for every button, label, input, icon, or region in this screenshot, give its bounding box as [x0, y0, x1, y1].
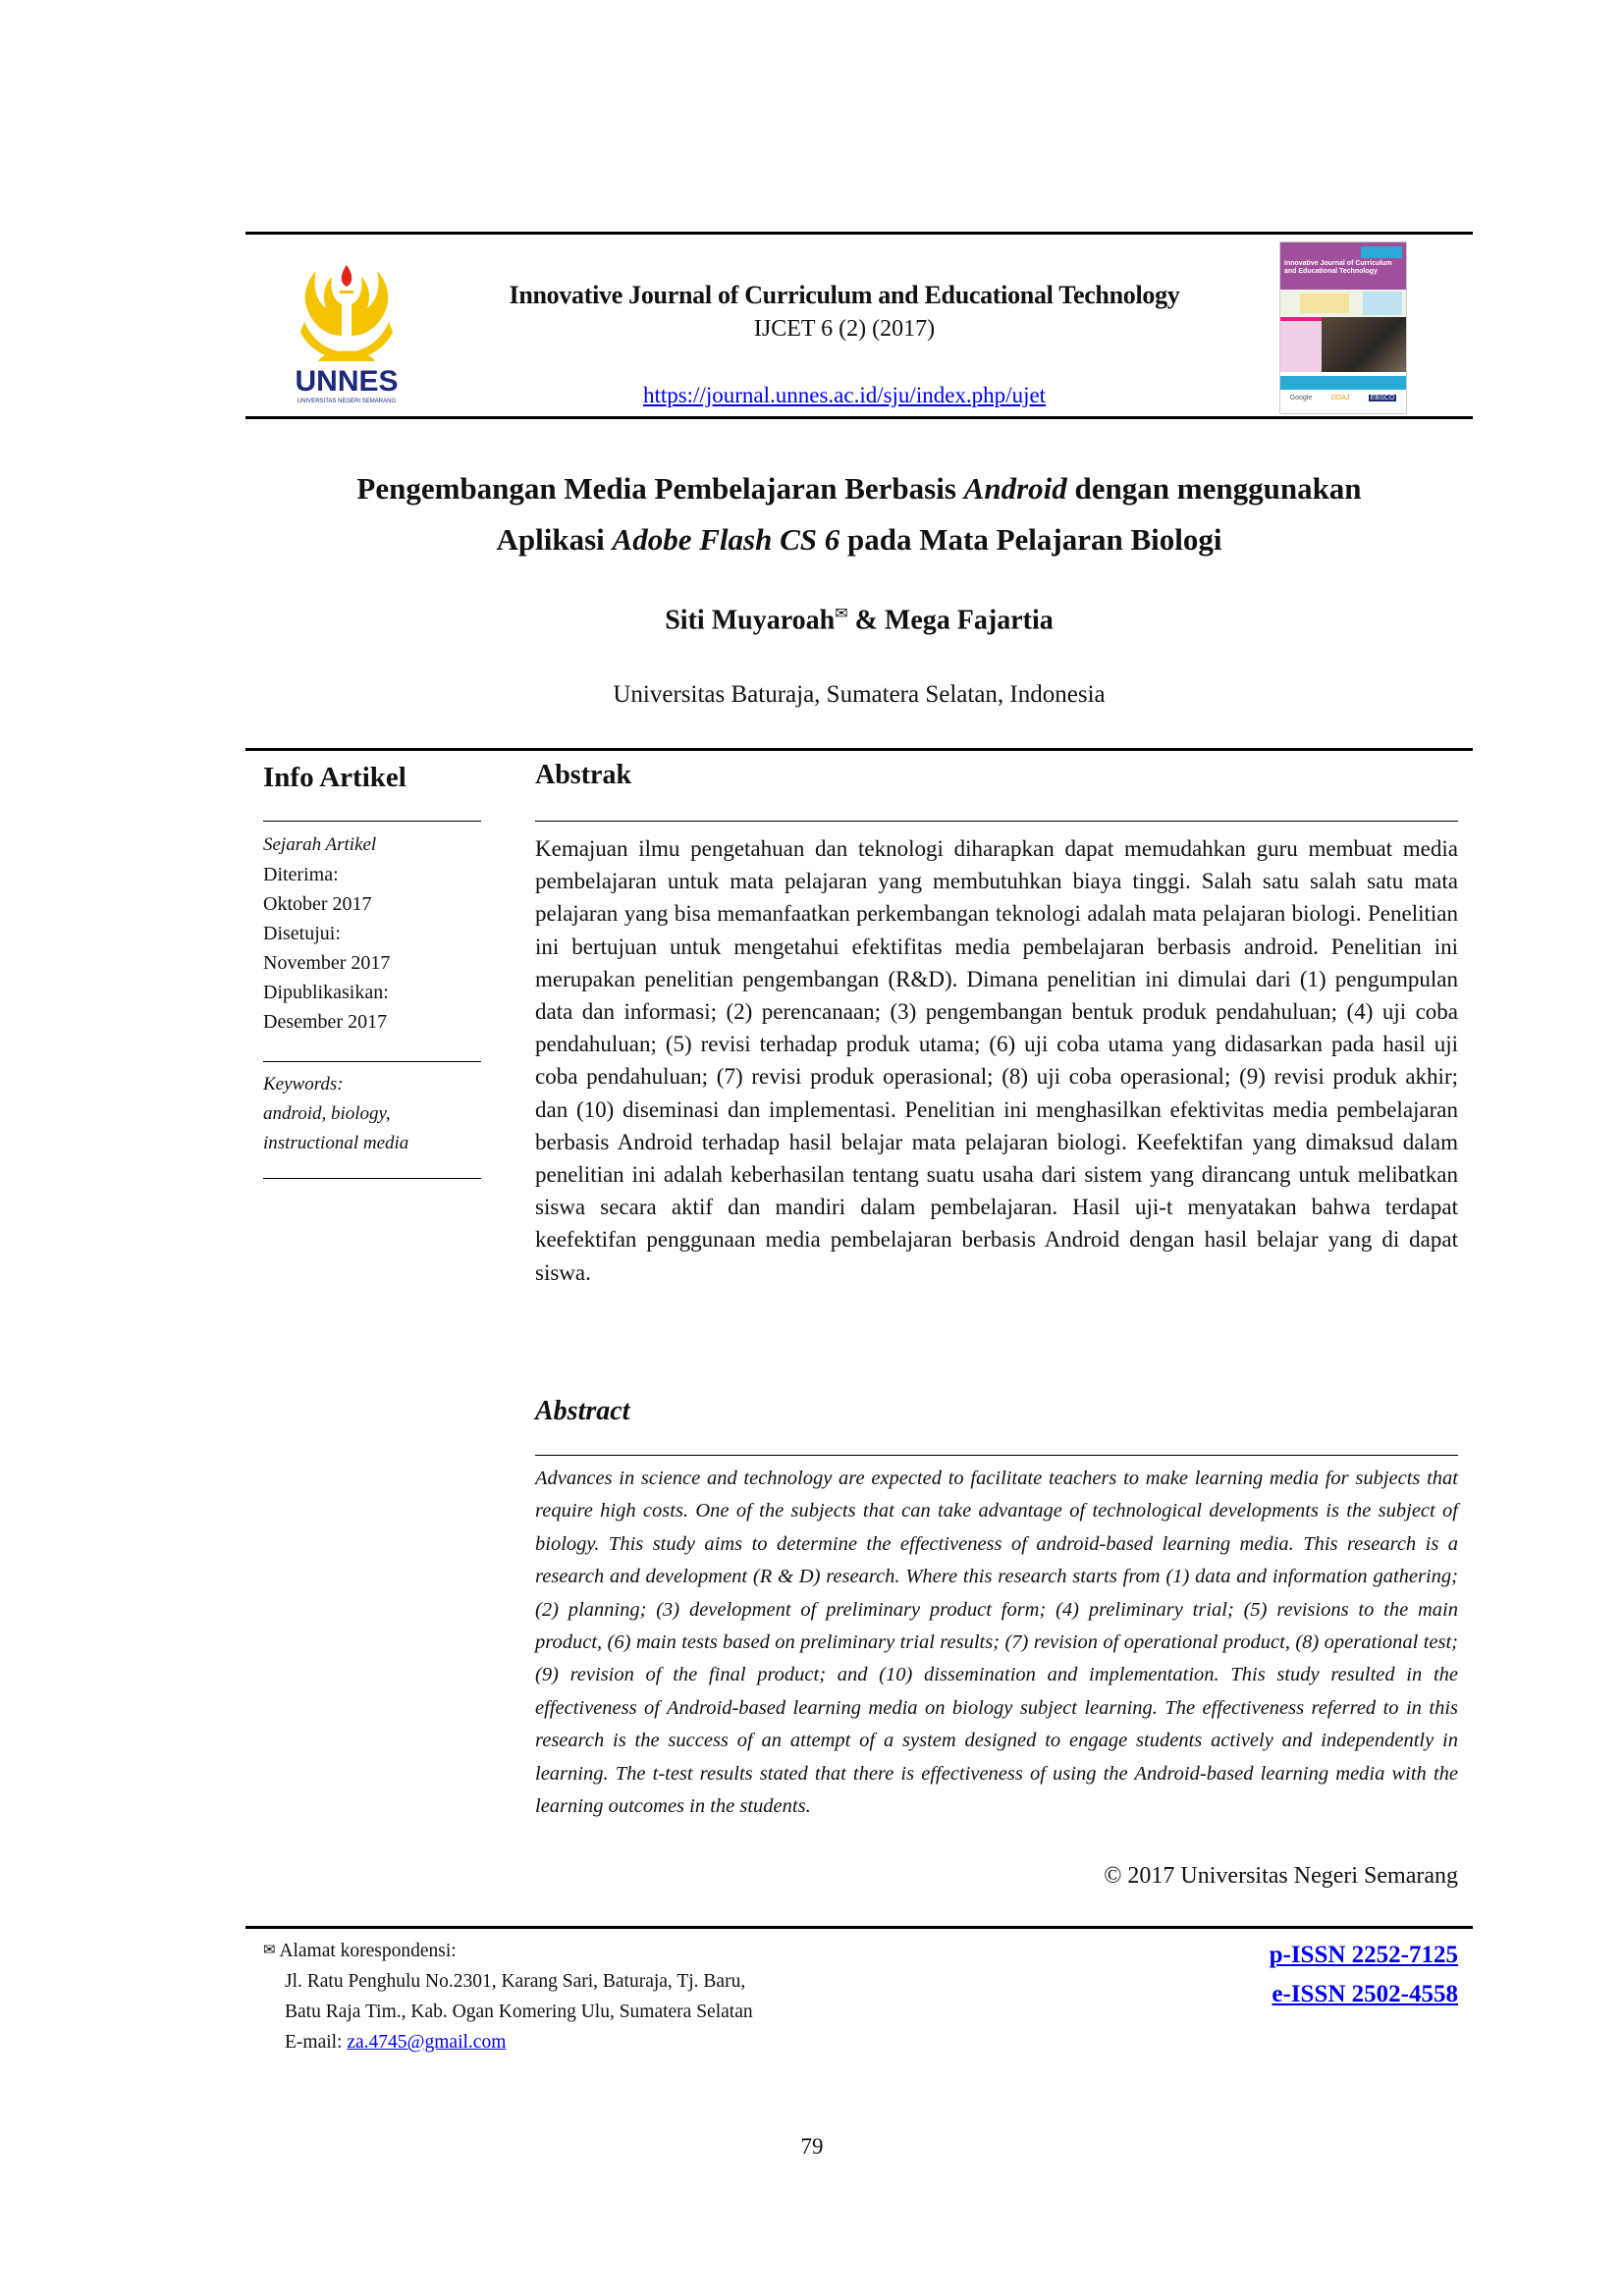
authors: Siti Muyaroah✉ & Mega Fajartia — [665, 605, 1054, 636]
journal-title: Innovative Journal of Curriculum and Educational Technology — [509, 281, 1180, 309]
email-link[interactable]: za.4745@gmail.com — [347, 2032, 507, 2053]
keywords-line-2: instructional media — [263, 1133, 409, 1153]
cover-issn-badge — [1361, 246, 1402, 258]
journal-volume: IJCET 6 (2) (2017) — [753, 316, 936, 342]
envelope-icon: ✉ — [835, 606, 848, 622]
info-artikel-heading: Info Artikel — [263, 762, 406, 793]
cover-photos — [1280, 317, 1406, 372]
abstract-rule — [535, 1455, 1458, 1456]
abstrak-heading: Abstrak — [535, 760, 632, 790]
author-1: Siti Muyaroah — [665, 605, 836, 636]
footer-rule — [245, 1926, 1473, 1929]
cover-header-band — [1280, 242, 1406, 290]
envelope-icon: ✉ — [263, 1943, 276, 1958]
header-top-rule — [245, 232, 1473, 235]
keywords-label: Keywords: — [263, 1074, 344, 1095]
title-line-1: Pengembangan Media Pembelajaran Berbasis Android dengan menggunakan — [356, 471, 1362, 506]
author-2: Mega Fajartia — [884, 605, 1054, 636]
received-label: Diterima: — [263, 864, 339, 885]
journal-cover-thumbnail — [1279, 241, 1407, 414]
address-line-2: Batu Raja Tim., Kab. Ogan Komering Ulu, Sumatera Selatan — [285, 2002, 753, 2022]
cover-indexing-logos: Google DOAJ EBSCO — [1289, 394, 1395, 401]
info-rule-1 — [263, 821, 481, 822]
section-top-rule — [245, 748, 1473, 751]
cover-title: Innovative Journal of Curriculum and Educational Technology — [1284, 260, 1392, 275]
email-line: E-mail: za.4745@gmail.com — [285, 2032, 507, 2053]
correspondence-label: Alamat korespondensi: — [279, 1941, 457, 1961]
keywords — [263, 1070, 489, 1158]
unnes-logo — [283, 253, 410, 410]
copyright: © 2017 Universitas Negeri Semarang — [1104, 1863, 1458, 1889]
header-bottom-rule — [245, 416, 1473, 419]
address-line-1: Jl. Ratu Penghulu No.2301, Karang Sari, Baturaja, Tj. Baru, — [285, 1971, 746, 1992]
published-label: Dipublikasikan: — [263, 982, 389, 1003]
issn-block — [1080, 1936, 1458, 2014]
title-line-2: Aplikasi Adobe Flash CS 6 pada Mata Pelajaran Biologi — [496, 522, 1222, 557]
svg-text:UNIVERSITAS NEGERI SEMARANG: UNIVERSITAS NEGERI SEMARANG — [297, 399, 397, 404]
article-title — [245, 463, 1473, 565]
cover-band — [1280, 376, 1406, 390]
abstrak-text: Kemajuan ilmu pengetahuan dan teknologi diharapkan dapat memudahkan guru membuat media pembelajaran untuk mata pelajaran yang membutuhkan biaya tinggi. Salah satu salah satu mata pelajaran yang bisa memanfaatkan perkembangan teknologi adalah mata pelajaran biologi. Penelitian ini bertujuan untuk mengetahui efektifitas media pembelajaran berbasis android. Penelitian ini merupakan penelitian pengembangan (R&D). Dimana penelitian ini dimulai dari (1) pengumpulan data dan informasi; (2) perencanaan; (3) pengembangan bentuk produk pendahuluan; (4) uji coba pendahuluan; (5) revisi terhadap produk utama; (6) uji coba utama yang didasarkan pada hasil uji coba pendahuluan; (7) revisi produk operasional; (8) uji coba operasional; (9) revisi produk akhir; dan (10) diseminasi dan implementasi. Penelitian ini menghasilkan efektivitas media pembelajaran berbasis Android terhadap hasil belajar mata pelajaran biologi. Keefektifan yang dimaksud dalam penelitian ini adalah keberhasilan tentang suatu usaha dari sistem yang dirancang untuk melibatkan siswa secara aktif dan mandiri dalam pembelajaran. Hasil uji-t menyatakan bahwa terdapat keefektifan penggunaan media pembelajaran berbasis Android dengan hasil belajar yang di dapat siswa. — [535, 836, 1458, 1285]
received-date: Oktober 2017 — [263, 893, 372, 915]
e-issn-link[interactable]: e-ISSN 2502-4558 — [1272, 1981, 1458, 2007]
page-number: 79 — [800, 2134, 824, 2159]
article-history — [263, 830, 489, 1037]
affiliation: Universitas Baturaja, Sumatera Selatan, Indonesia — [613, 681, 1106, 708]
abstract-heading: Abstract — [535, 1396, 630, 1426]
svg-text:UNNES: UNNES — [295, 365, 399, 398]
abstract-text: Advances in science and technology are expected to facilitate teachers to make learning media for subjects that require high costs. One of the subjects that can take advantage of technological developments is the subject of biology. This study aims to determine the effectiveness of android-based learning media. This research is a research and development (R & D) research. Where this research starts from (1) data and information gathering; (2) planning; (3) development of preliminary product form; (4) preliminary trial; (5) revisions to the main product, (6) main tests based on preliminary trial results; (7) revision of operational product, (8) operational test; (9) revision of the final product; and (10) dissemination and implementation. This study resulted in the effectiveness of Android-based learning media on biology subject learning. The effectiveness referred to in this research is the success of an attempt of a system designed to engage students actively and independently in learning. The t-test results stated that there is effectiveness of using the Android-based learning media with the learning outcomes in the students. — [535, 1468, 1458, 1818]
unnes-emblem-icon — [283, 253, 410, 410]
cover-illustration — [1280, 290, 1406, 317]
p-issn-link[interactable]: p-ISSN 2252-7125 — [1269, 1942, 1458, 1968]
correspondence — [263, 1936, 753, 2057]
journal-url-link[interactable]: https://journal.unnes.ac.id/sju/index.php/ujet — [642, 383, 1047, 407]
keywords-line-1: android, biology, — [263, 1103, 391, 1124]
published-date: Desember 2017 — [263, 1011, 388, 1033]
approved-label: Disetujui: — [263, 923, 341, 944]
info-rule-3 — [263, 1178, 481, 1179]
abstrak-rule — [535, 821, 1458, 822]
history-label: Sejarah Artikel — [263, 834, 377, 855]
info-rule-2 — [263, 1061, 481, 1062]
journal-url-container — [461, 383, 1227, 408]
approved-date: November 2017 — [263, 952, 391, 974]
